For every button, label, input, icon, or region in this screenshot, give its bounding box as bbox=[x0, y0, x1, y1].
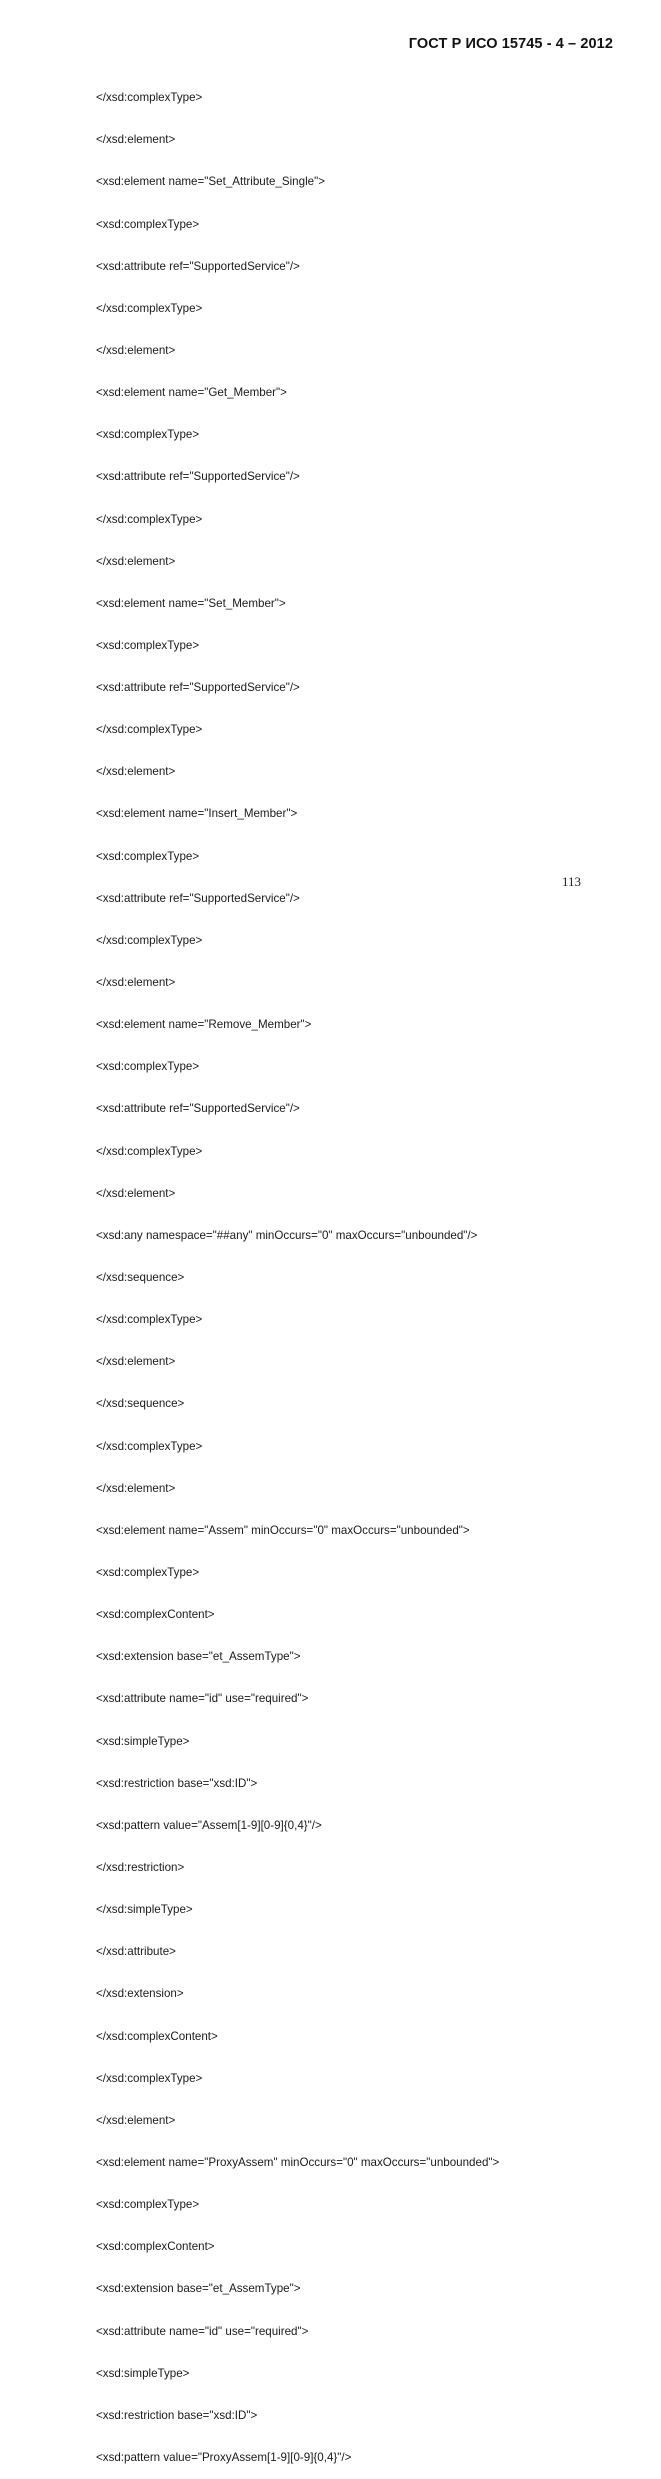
code-line: <xsd:element name="Insert_Member"> bbox=[96, 807, 298, 821]
code-line: </xsd:element> bbox=[96, 343, 176, 357]
code-line: </xsd:sequence> bbox=[96, 1271, 185, 1285]
code-line: <xsd:attribute name="id" use="required"> bbox=[96, 2324, 309, 2338]
code-line: <xsd:attribute ref="SupportedService"/> bbox=[96, 891, 300, 905]
code-line: <xsd:restriction base="xsd:ID"> bbox=[96, 2408, 258, 2422]
code-line: </xsd:complexType> bbox=[96, 1439, 203, 1453]
code-line: <xsd:complexType> bbox=[96, 638, 200, 652]
code-line: <xsd:attribute ref="SupportedService"/> bbox=[96, 681, 300, 695]
code-line: </xsd:extension> bbox=[96, 1987, 184, 2001]
code-line: <xsd:attribute ref="SupportedService"/> bbox=[96, 1102, 300, 1116]
code-line: <xsd:extension base="et_AssemType"> bbox=[96, 2282, 301, 2296]
code-line: <xsd:complexType> bbox=[96, 2198, 200, 2212]
code-line: <xsd:pattern value="Assem[1-9][0-9]{0,4}"/> bbox=[96, 1818, 322, 1832]
code-line: </xsd:element> bbox=[96, 1481, 176, 1495]
code-line: <xsd:complexType> bbox=[96, 1566, 200, 1580]
code-line: </xsd:sequence> bbox=[96, 1397, 185, 1411]
code-line: <xsd:element name="Remove_Member"> bbox=[96, 1018, 312, 1032]
code-line: </xsd:element> bbox=[96, 976, 176, 990]
page-number: 113 bbox=[562, 874, 582, 889]
code-line: <xsd:complexType> bbox=[96, 849, 200, 863]
code-line: </xsd:complexType> bbox=[96, 91, 203, 105]
code-line: <xsd:complexType> bbox=[96, 428, 200, 442]
code-line: </xsd:complexType> bbox=[96, 933, 203, 947]
code-line: </xsd:complexType> bbox=[96, 512, 203, 526]
code-line: </xsd:element> bbox=[96, 1186, 176, 1200]
code-line: <xsd:extension base="et_AssemType"> bbox=[96, 1650, 301, 1664]
code-line: </xsd:element> bbox=[96, 1355, 176, 1369]
code-line: <xsd:complexContent> bbox=[96, 1608, 215, 1622]
code-line: <xsd:complexContent> bbox=[96, 2240, 215, 2254]
code-line: </xsd:element> bbox=[96, 765, 176, 779]
xsd-code-listing bbox=[96, 63, 499, 2479]
code-line: <xsd:attribute name="id" use="required"> bbox=[96, 1692, 309, 1706]
code-line: </xsd:simpleType> bbox=[96, 1903, 193, 1917]
code-line: <xsd:attribute ref="SupportedService"/> bbox=[96, 259, 300, 273]
code-line: </xsd:complexType> bbox=[96, 301, 203, 315]
code-line: <xsd:pattern value="ProxyAssem[1-9][0-9]{0,4}"/> bbox=[96, 2450, 352, 2464]
code-line: </xsd:element> bbox=[96, 2113, 176, 2127]
code-line: <xsd:simpleType> bbox=[96, 2366, 190, 2380]
code-line: <xsd:element name="Set_Member"> bbox=[96, 596, 286, 610]
code-line: <xsd:simpleType> bbox=[96, 1734, 190, 1748]
code-line: <xsd:element name="Assem" minOccurs="0" maxOccurs="unbounded"> bbox=[96, 1523, 470, 1537]
code-line: <xsd:complexType> bbox=[96, 1060, 200, 1074]
code-line: </xsd:element> bbox=[96, 554, 176, 568]
code-line: </xsd:restriction> bbox=[96, 1861, 185, 1874]
code-line: <xsd:any namespace="##any" minOccurs="0" maxOccurs="unbounded"/> bbox=[96, 1228, 478, 1242]
code-line: <xsd:element name="Get_Member"> bbox=[96, 386, 287, 400]
code-line: </xsd:complexContent> bbox=[96, 2029, 218, 2043]
code-line: </xsd:element> bbox=[96, 133, 176, 147]
document-header-standard-id: ГОСТ Р ИСО 15745 - 4 – 2012 bbox=[408, 36, 613, 52]
code-line: <xsd:element name="ProxyAssem" minOccurs="0" maxOccurs="unbounded"> bbox=[96, 2155, 500, 2169]
code-line: </xsd:complexType> bbox=[96, 1144, 203, 1158]
code-line: </xsd:complexType> bbox=[96, 1313, 203, 1327]
code-line: <xsd:restriction base="xsd:ID"> bbox=[96, 1776, 258, 1790]
code-line: <xsd:complexType> bbox=[96, 217, 200, 231]
code-line: <xsd:element name="Set_Attribute_Single"> bbox=[96, 175, 325, 189]
code-line: </xsd:complexType> bbox=[96, 723, 203, 737]
code-line: </xsd:complexType> bbox=[96, 2071, 203, 2085]
code-line: <xsd:attribute ref="SupportedService"/> bbox=[96, 470, 300, 484]
code-line: </xsd:attribute> bbox=[96, 1945, 176, 1959]
